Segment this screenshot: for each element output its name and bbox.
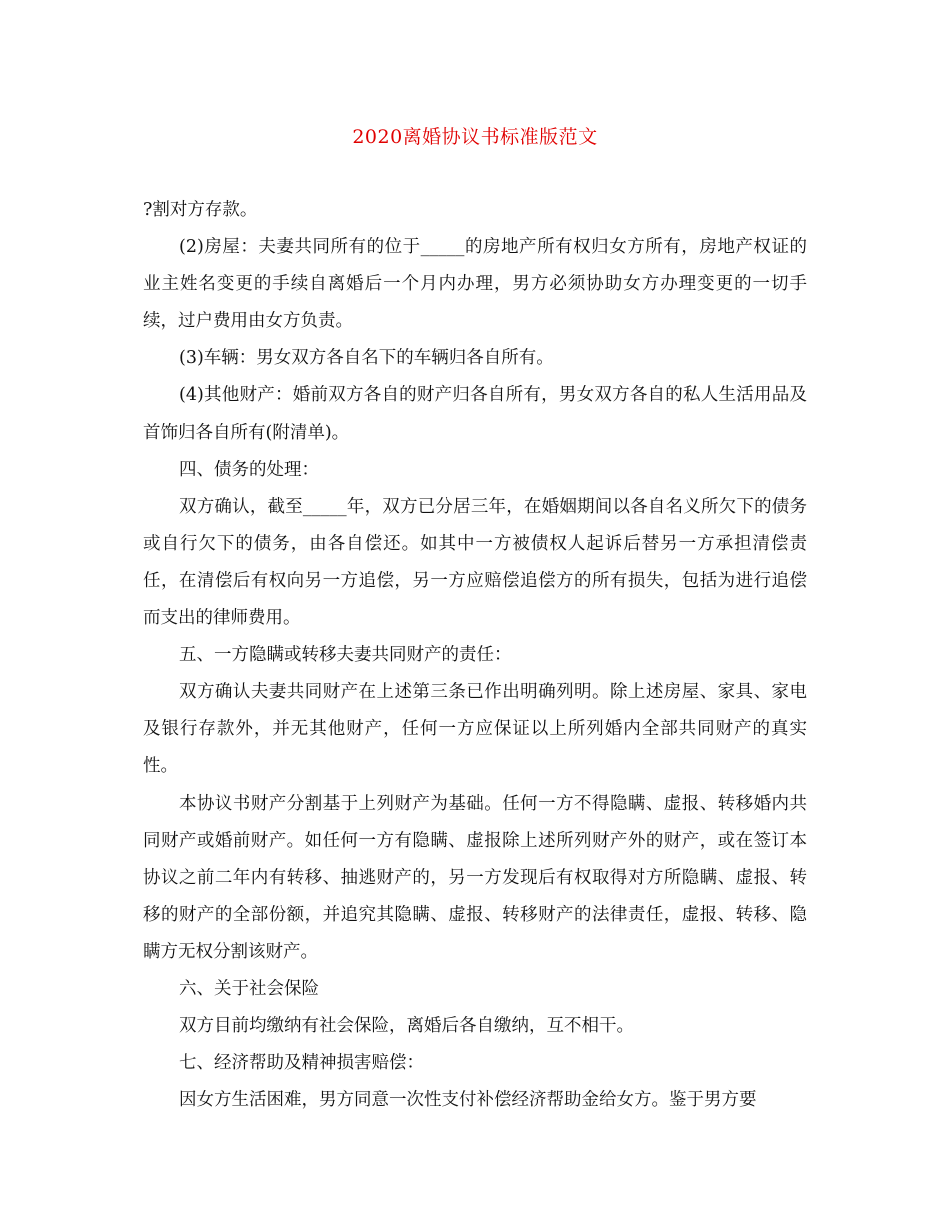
- paragraph: 双方目前均缴纳有社会保险，离婚后各自缴纳，互不相干。: [179, 1016, 634, 1037]
- document-title: 2020离婚协议书标准版范文: [352, 126, 598, 148]
- paragraph: (3)车辆：男女双方各自名下的车辆归各自所有。: [179, 348, 554, 369]
- paragraph: (2)房屋：夫妻共同所有的位于_____的房地产所有权归女方所有，房地产权证的业主姓名变更的手续自离婚后一个月内办理，男方必须协助女方办理变更的一切手续，过户费用由女方负责。: [143, 237, 807, 332]
- paragraph: 双方确认夫妻共同财产在上述第三条已作出明确列明。除上述房屋、家具、家电及银行存款外，并无其他财产，任何一方应保证以上所列婚内全部共同财产的真实性。: [143, 682, 807, 777]
- paragraph: 双方确认，截至_____年，双方已分居三年，在婚姻期间以各自名义所欠下的债务或自行欠下的债务，由各自偿还。如其中一方被债权人起诉后替另一方承担清偿责任，在清偿后有权向另一方追偿，另一方应赔偿追偿方的所有损失，包括为进行追偿而支出的律师费用。: [143, 496, 807, 629]
- paragraph: 七、经济帮助及精神损害赔偿：: [179, 1053, 424, 1074]
- paragraph: 因女方生活困难，男方同意一次性支付补偿经济帮助金给女方。鉴于男方要: [179, 1090, 757, 1111]
- paragraph: 四、债务的处理：: [179, 459, 319, 480]
- paragraph: 五、一方隐瞒或转移夫妻共同财产的责任：: [179, 645, 512, 666]
- paragraph: 本协议书财产分割基于上列财产为基础。任何一方不得隐瞒、虚报、转移婚内共同财产或婚前财产。如任何一方有隐瞒、虚报除上述所列财产外的财产，或在签订本协议之前二年内有转移、抽逃财产的，另一方发现后有权取得对方所隐瞒、虚报、转移的财产的全部份额，并追究其隐瞒、虚报、转移财产的法律责任，虚报、转移、隐瞒方无权分割该财产。: [143, 793, 807, 962]
- paragraph: ?割对方存款。: [143, 200, 258, 220]
- document-body: [143, 192, 807, 1119]
- paragraph: 六、关于社会保险: [179, 978, 319, 999]
- paragraph: (4)其他财产：婚前双方各自的财产归各自所有，男女双方各自的私人生活用品及首饰归各自所有(附清单)。: [143, 385, 807, 443]
